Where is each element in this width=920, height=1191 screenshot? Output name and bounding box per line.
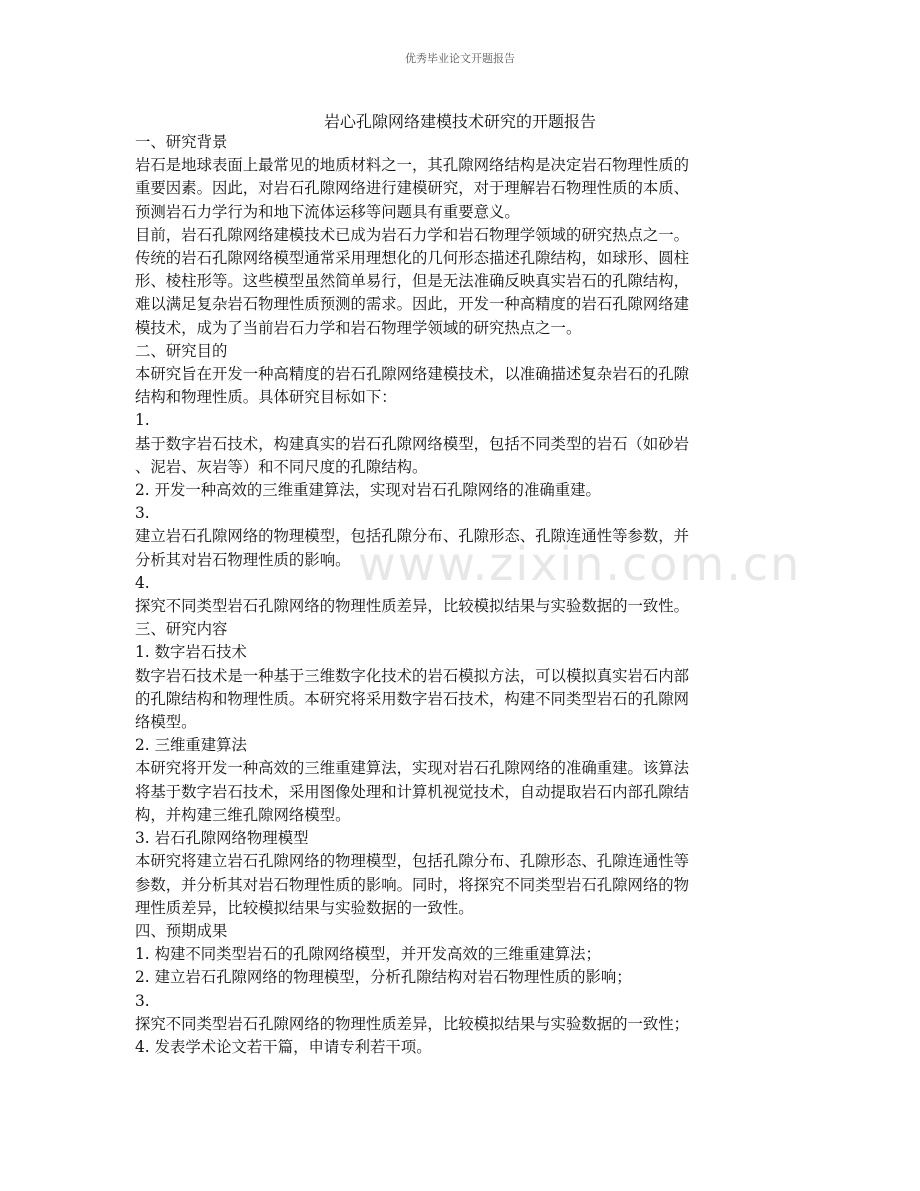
text-line: 1.	[135, 411, 150, 430]
document-body	[135, 131, 795, 1059]
page-header: 优秀毕业论文开题报告	[405, 52, 515, 65]
text-line: 模技术，成为了当前岩石力学和岩石物理学领域的研究热点之一。	[135, 318, 582, 337]
document-title: 岩心孔隙网络建模技术研究的开题报告	[323, 112, 596, 131]
text-line: 结构和物理性质。具体研究目标如下：	[135, 388, 397, 407]
text-line: 3.	[135, 504, 150, 523]
text-line: 建立岩石孔隙网络的物理模型，包括孔隙分布、孔隙形态、孔隙连通性等参数，并	[135, 527, 690, 546]
text-line: 4. 发表学术论文若干篇，申请专利若干项。	[135, 1037, 432, 1056]
text-line: 三、研究内容	[135, 620, 228, 639]
text-line: 络模型。	[135, 713, 197, 732]
text-line: 2. 三维重建算法	[135, 736, 247, 755]
text-line: 数字岩石技术是一种基于三维数字化技术的岩石模拟方法，可以模拟真实岩石内部	[135, 666, 690, 685]
text-line: 重要因素。因此，对岩石孔隙网络进行建模研究，对于理解岩石物理性质的本质、	[135, 179, 690, 198]
text-line: 探究不同类型岩石孔隙网络的物理性质差异，比较模拟结果与实验数据的一致性；	[135, 1014, 690, 1033]
text-line: 3. 岩石孔隙网络物理模型	[135, 829, 309, 848]
text-line: 将基于数字岩石技术，采用图像处理和计算机视觉技术，自动提取岩石内部孔隙结	[135, 782, 690, 801]
text-line: 本研究将开发一种高效的三维重建算法，实现对岩石孔隙网络的准确重建。该算法	[135, 759, 690, 778]
text-line: 二、研究目的	[135, 341, 228, 360]
text-line: 的孔隙结构和物理性质。本研究将采用数字岩石技术，构建不同类型岩石的孔隙网	[135, 689, 690, 708]
text-line: 难以满足复杂岩石物理性质预测的需求。因此，开发一种高精度的岩石孔隙网络建	[135, 295, 690, 314]
text-line: 形、棱柱形等。这些模型虽然简单易行，但是无法准确反映真实岩石的孔隙结构，	[135, 272, 690, 291]
text-line: 1. 构建不同类型岩石的孔隙网络模型，并开发高效的三维重建算法；	[135, 945, 601, 964]
text-line: 2. 开发一种高效的三维重建算法，实现对岩石孔隙网络的准确重建。	[135, 481, 601, 500]
text-line: 、泥岩、灰岩等）和不同尺度的孔隙结构。	[135, 457, 428, 476]
text-line: 1. 数字岩石技术	[135, 643, 247, 662]
text-line: 构，并构建三维孔隙网络模型。	[135, 805, 351, 824]
text-line: 传统的岩石孔隙网络模型通常采用理想化的几何形态描述孔隙结构，如球形、圆柱	[135, 249, 690, 268]
text-line: 2. 建立岩石孔隙网络的物理模型，分析孔隙结构对岩石物理性质的影响；	[135, 968, 632, 987]
text-line: 参数，并分析其对岩石物理性质的影响。同时，将探究不同类型岩石孔隙网络的物	[135, 875, 690, 894]
text-line: 分析其对岩石物理性质的影响。	[135, 550, 351, 569]
text-line: 岩石是地球表面上最常见的地质材料之一，其孔隙网络结构是决定岩石物理性质的	[135, 156, 690, 175]
text-line: 一、研究背景	[135, 133, 228, 151]
text-line: 本研究旨在开发一种高精度的岩石孔隙网络建模技术，以准确描述复杂岩石的孔隙	[135, 365, 690, 384]
text-line: 四、预期成果	[135, 921, 228, 940]
text-line: 本研究将建立岩石孔隙网络的物理模型，包括孔隙分布、孔隙形态、孔隙连通性等	[135, 852, 690, 871]
text-line: 基于数字岩石技术，构建真实的岩石孔隙网络模型，包括不同类型的岩石（如砂岩	[135, 434, 690, 453]
text-line: 目前，岩石孔隙网络建模技术已成为岩石力学和岩石物理学领域的研究热点之一。	[135, 225, 690, 244]
text-line: 理性质差异，比较模拟结果与实验数据的一致性。	[135, 898, 474, 917]
text-line: 4.	[135, 573, 150, 592]
text-line: 探究不同类型岩石孔隙网络的物理性质差异，比较模拟结果与实验数据的一致性。	[135, 597, 690, 616]
watermark: www.zixin.com.cn	[358, 537, 802, 591]
text-line: 3.	[135, 991, 150, 1010]
text-line: 预测岩石力学行为和地下流体运移等问题具有重要意义。	[135, 202, 520, 221]
